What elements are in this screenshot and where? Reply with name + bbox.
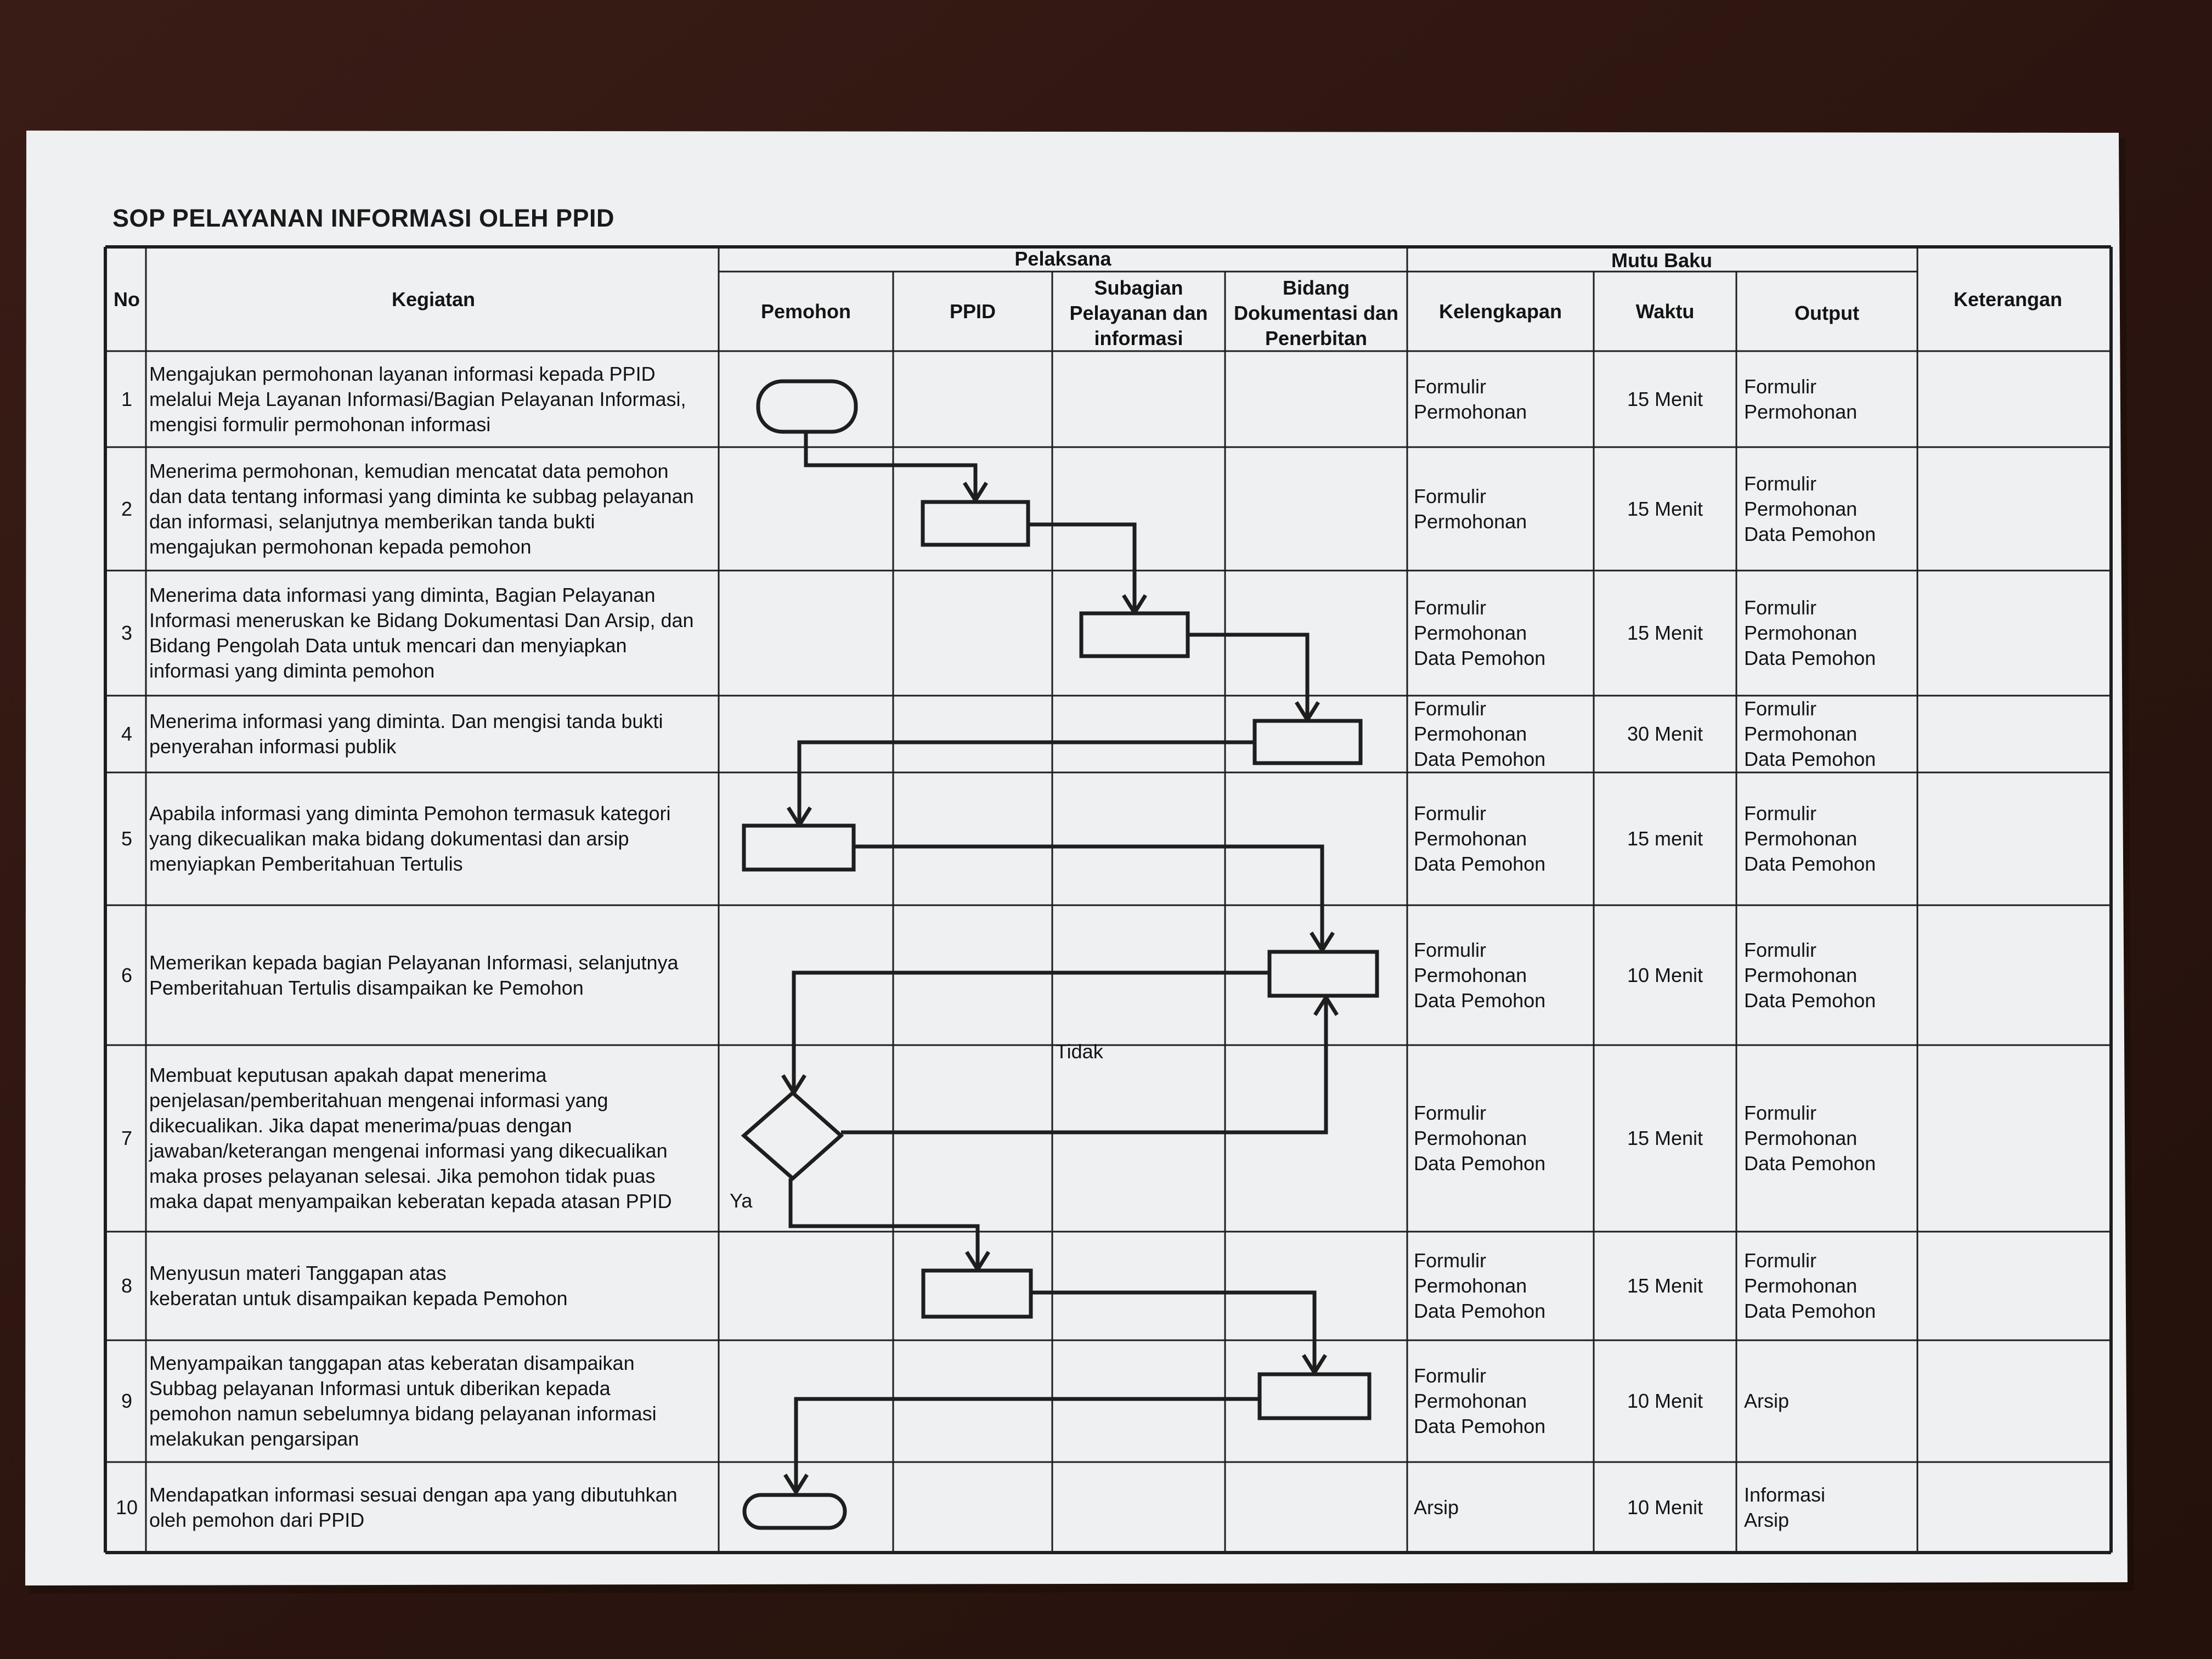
row-waktu: 15 Menit <box>1627 1274 1703 1297</box>
header-ppid: PPID <box>949 300 996 323</box>
flow-decision-step-7 <box>744 1093 841 1178</box>
output-line: Arsip <box>1744 1390 1790 1412</box>
row-output <box>1744 1389 1789 1414</box>
row-number: 10 <box>115 1496 138 1519</box>
output-line: Permohonan <box>1744 963 1858 986</box>
header-subagian-line-1: Subagian <box>1094 276 1183 299</box>
header-subagian <box>1052 275 1225 351</box>
row-kelengkapan <box>1414 801 1545 877</box>
row-kegiatan <box>149 950 714 1001</box>
flow-process-step-9 <box>1260 1374 1369 1418</box>
row-number: 1 <box>121 387 133 410</box>
flow-connector-8-9 <box>1031 1293 1314 1372</box>
header-no: No <box>114 288 140 311</box>
kegiatan-line: melalui Meja Layanan Informasi/Bagian Pelayanan Informasi, <box>149 387 686 410</box>
row-output <box>1744 1248 1876 1324</box>
row-kelengkapan <box>1414 696 1545 772</box>
kelengkapan-line: Data Pemohon <box>1414 1300 1546 1322</box>
row-waktu: 15 Menit <box>1627 497 1703 520</box>
header-output: Output <box>1795 302 1859 324</box>
output-line: Data Pemohon <box>1744 1300 1876 1322</box>
document-title: SOP PELAYANAN INFORMASI OLEH PPID <box>112 204 615 232</box>
row-output <box>1744 1482 1825 1533</box>
row-kelengkapan <box>1414 1495 1459 1520</box>
kelengkapan-line: Formulir <box>1414 1102 1486 1124</box>
row-kelengkapan <box>1414 938 1545 1013</box>
header-pemohon: Pemohon <box>760 300 851 323</box>
kegiatan-line: melakukan pengarsipan <box>149 1427 359 1450</box>
kelengkapan-line: Formulir <box>1414 596 1486 619</box>
row-number: 9 <box>121 1390 133 1412</box>
output-line: Formulir <box>1744 1102 1816 1124</box>
row-kegiatan <box>149 1261 714 1311</box>
kelengkapan-line: Formulir <box>1414 697 1486 720</box>
output-line: Data Pemohon <box>1744 647 1876 669</box>
output-line: Data Pemohon <box>1744 748 1876 770</box>
flow-connector-2-3 <box>1028 524 1135 612</box>
output-line: Arsip <box>1744 1508 1790 1531</box>
row-waktu: 10 Menit <box>1627 963 1703 986</box>
kelengkapan-line: Formulir <box>1414 375 1486 398</box>
kegiatan-line: dan informasi, selanjutnya memberikan tanda bukti <box>149 510 595 533</box>
kelengkapan-line: Permohonan <box>1414 1274 1527 1297</box>
kelengkapan-line: Data Pemohon <box>1414 647 1546 669</box>
header-waktu: Waktu <box>1635 300 1695 323</box>
output-line: Data Pemohon <box>1744 853 1876 875</box>
kegiatan-line: mengisi formulir permohonan informasi <box>149 413 491 436</box>
kegiatan-line: Bidang Pengolah Data untuk mencari dan menyiapkan <box>149 634 627 657</box>
row-kelengkapan <box>1414 1248 1545 1324</box>
kegiatan-line: pemohon namun sebelumnya bidang pelayanan informasi <box>149 1402 657 1425</box>
kelengkapan-line: Permohonan <box>1414 1127 1527 1149</box>
kegiatan-line: Informasi meneruskan ke Bidang Dokumentasi Dan Arsip, dan <box>149 609 694 631</box>
header-subagian-line-3: informasi <box>1094 327 1183 349</box>
kelengkapan-line: Formulir <box>1414 484 1486 507</box>
row-output <box>1744 1101 1876 1176</box>
row-kelengkapan <box>1414 1101 1545 1176</box>
kegiatan-line: keberatan untuk disampaikan kepada Pemohon <box>149 1287 568 1310</box>
output-line: Permohonan <box>1744 1127 1858 1149</box>
kelengkapan-line: Data Pemohon <box>1414 989 1546 1012</box>
row-number: 4 <box>121 723 133 745</box>
row-number: 6 <box>121 963 133 986</box>
flow-connector-5-6 <box>854 847 1322 949</box>
header-pelaksana: Pelaksana <box>1014 247 1111 270</box>
kelengkapan-line: Data Pemohon <box>1414 1152 1546 1175</box>
kegiatan-line: Memerikan kepada bagian Pelayanan Informasi, selanjutnya <box>149 951 679 974</box>
kegiatan-line: Menerima data informasi yang diminta, Bagian Pelayanan <box>149 584 656 606</box>
flow-process-step-2 <box>923 502 1028 545</box>
kelengkapan-line: Formulir <box>1414 802 1486 825</box>
row-number: 5 <box>121 827 133 850</box>
kegiatan-line: informasi yang diminta pemohon <box>149 659 435 682</box>
output-line: Formulir <box>1744 596 1816 619</box>
output-line: Permohonan <box>1744 723 1858 745</box>
kelengkapan-line: Arsip <box>1414 1496 1459 1519</box>
kegiatan-line: Menyampaikan tanggapan atas keberatan disampaikan <box>149 1352 635 1374</box>
row-output <box>1744 471 1876 547</box>
flow-connector-3-4 <box>1188 635 1307 719</box>
flow-connector-6-7 <box>794 973 1269 1092</box>
row-waktu: 10 Menit <box>1627 1390 1703 1412</box>
kelengkapan-line: Permohonan <box>1414 1390 1527 1412</box>
row-output <box>1744 801 1876 877</box>
output-line: Formulir <box>1744 472 1816 495</box>
kelengkapan-line: Permohonan <box>1414 510 1527 533</box>
kegiatan-line: Mendapatkan informasi sesuai dengan apa yang dibutuhkan <box>149 1483 678 1506</box>
row-waktu: 10 Menit <box>1627 1496 1703 1519</box>
kelengkapan-line: Permohonan <box>1414 827 1527 850</box>
flow-start-terminator <box>758 381 856 432</box>
kegiatan-line: Menerima informasi yang diminta. Dan mengisi tanda bukti <box>149 710 663 732</box>
header-bidang-line-3: Penerbitan <box>1265 327 1368 349</box>
row-number: 7 <box>121 1127 133 1149</box>
row-number: 3 <box>121 622 133 644</box>
output-line: Formulir <box>1744 375 1816 398</box>
header-bidang <box>1225 275 1407 351</box>
kelengkapan-line: Permohonan <box>1414 963 1527 986</box>
kegiatan-line: mengajukan permohonan kepada pemohon <box>149 535 532 558</box>
row-output <box>1744 938 1876 1013</box>
output-line: Formulir <box>1744 697 1816 720</box>
kegiatan-line: jawaban/keterangan mengenai informasi yang dikecualikan <box>149 1139 668 1162</box>
kelengkapan-line: Permohonan <box>1414 723 1527 745</box>
kegiatan-line: Pemberitahuan Tertulis disampaikan ke Pemohon <box>149 976 584 999</box>
kegiatan-line: Membuat keputusan apakah dapat menerima <box>149 1064 547 1086</box>
header-subagian-line-2: Pelayanan dan <box>1069 302 1208 324</box>
kegiatan-line: Menerima permohonan, kemudian mencatat data pemohon <box>149 459 669 482</box>
row-kegiatan <box>149 709 714 759</box>
kegiatan-line: penyerahan informasi publik <box>149 735 397 758</box>
output-line: Permohonan <box>1744 497 1858 520</box>
flow-connector-4-5 <box>799 742 1255 824</box>
row-waktu: 15 Menit <box>1627 622 1703 644</box>
kelengkapan-line: Permohonan <box>1414 622 1527 644</box>
row-kelengkapan <box>1414 374 1527 425</box>
kelengkapan-line: Data Pemohon <box>1414 1415 1546 1437</box>
kegiatan-line: penjelasan/pemberitahuan mengenai informasi yang <box>149 1089 608 1111</box>
flow-process-step-3 <box>1081 613 1188 656</box>
kelengkapan-line: Formulir <box>1414 1364 1486 1387</box>
row-waktu: 15 menit <box>1627 827 1703 850</box>
kegiatan-line: dikecualikan. Jika dapat menerima/puas dengan <box>149 1114 572 1137</box>
kelengkapan-line: Permohonan <box>1414 400 1527 423</box>
row-kelengkapan <box>1414 595 1545 671</box>
kelengkapan-line: Data Pemohon <box>1414 748 1546 770</box>
flow-process-step-4 <box>1255 721 1361 763</box>
header-bidang-line-1: Bidang <box>1283 276 1350 299</box>
row-kegiatan <box>149 583 714 684</box>
output-line: Permohonan <box>1744 1274 1858 1297</box>
output-line: Informasi <box>1744 1483 1826 1506</box>
flow-connector-7-tidak <box>841 998 1326 1132</box>
row-number: 2 <box>121 497 133 520</box>
row-waktu: 30 Menit <box>1627 723 1703 745</box>
output-line: Permohonan <box>1744 400 1858 423</box>
output-line: Permohonan <box>1744 622 1858 644</box>
flow-label-tidak: Tidak <box>1056 1040 1103 1063</box>
kegiatan-line: Menyusun materi Tanggapan atas <box>149 1262 447 1284</box>
row-output <box>1744 696 1876 772</box>
row-kelengkapan <box>1414 484 1527 534</box>
row-waktu: 15 Menit <box>1627 1127 1703 1149</box>
row-kelengkapan <box>1414 1363 1545 1439</box>
row-kegiatan <box>149 362 714 437</box>
flow-process-step-8 <box>923 1271 1031 1317</box>
output-line: Data Pemohon <box>1744 522 1876 545</box>
row-number: 8 <box>121 1274 133 1297</box>
header-kelengkapan: Kelengkapan <box>1438 300 1562 323</box>
kelengkapan-line: Formulir <box>1414 1249 1486 1272</box>
row-kegiatan <box>149 1063 714 1214</box>
output-line: Permohonan <box>1744 827 1858 850</box>
output-line: Data Pemohon <box>1744 1152 1876 1175</box>
row-output <box>1744 595 1876 671</box>
kegiatan-line: Apabila informasi yang diminta Pemohon termasuk kategori <box>149 802 671 825</box>
kelengkapan-line: Formulir <box>1414 938 1486 961</box>
flow-process-step-6 <box>1269 952 1377 996</box>
row-kegiatan <box>149 801 714 877</box>
header-bidang-line-2: Dokumentasi dan <box>1233 302 1399 324</box>
kegiatan-line: maka dapat menyampaikan keberatan kepada atasan PPID <box>149 1190 672 1212</box>
row-output <box>1744 374 1857 425</box>
kegiatan-line: menyiapkan Pemberitahuan Tertulis <box>149 853 463 875</box>
flow-connector-9-10 <box>796 1399 1260 1491</box>
kegiatan-line: maka proses pelayanan selesai. Jika pemohon tidak puas <box>149 1165 656 1187</box>
kegiatan-line: dan data tentang informasi yang diminta ke subbag pelayanan <box>149 484 694 507</box>
kegiatan-line: Subbag pelayanan Informasi untuk diberikan kepada <box>149 1377 611 1400</box>
header-kegiatan: Kegiatan <box>391 288 476 311</box>
output-line: Formulir <box>1744 802 1816 825</box>
row-kegiatan <box>149 1482 714 1533</box>
kegiatan-line: oleh pemohon dari PPID <box>149 1508 365 1531</box>
row-waktu: 15 Menit <box>1627 387 1703 410</box>
flow-connector-7-ya <box>791 1178 978 1268</box>
output-line: Data Pemohon <box>1744 989 1876 1012</box>
flow-end-terminator <box>744 1495 845 1528</box>
kelengkapan-line: Data Pemohon <box>1414 853 1546 875</box>
flow-connector-1-2 <box>806 432 975 499</box>
output-line: Formulir <box>1744 1249 1816 1272</box>
row-kegiatan <box>149 1351 714 1452</box>
kegiatan-line: Mengajukan permohonan layanan informasi kepada PPID <box>149 362 656 385</box>
header-keterangan: Keterangan <box>1953 288 2063 311</box>
flow-label-ya: Ya <box>730 1189 753 1212</box>
flow-process-step-5 <box>744 826 854 870</box>
output-line: Formulir <box>1744 938 1816 961</box>
kegiatan-line: yang dikecualikan maka bidang dokumentasi dan arsip <box>149 827 629 850</box>
header-mutu-baku: Mutu Baku <box>1611 249 1712 272</box>
row-kegiatan <box>149 459 714 560</box>
